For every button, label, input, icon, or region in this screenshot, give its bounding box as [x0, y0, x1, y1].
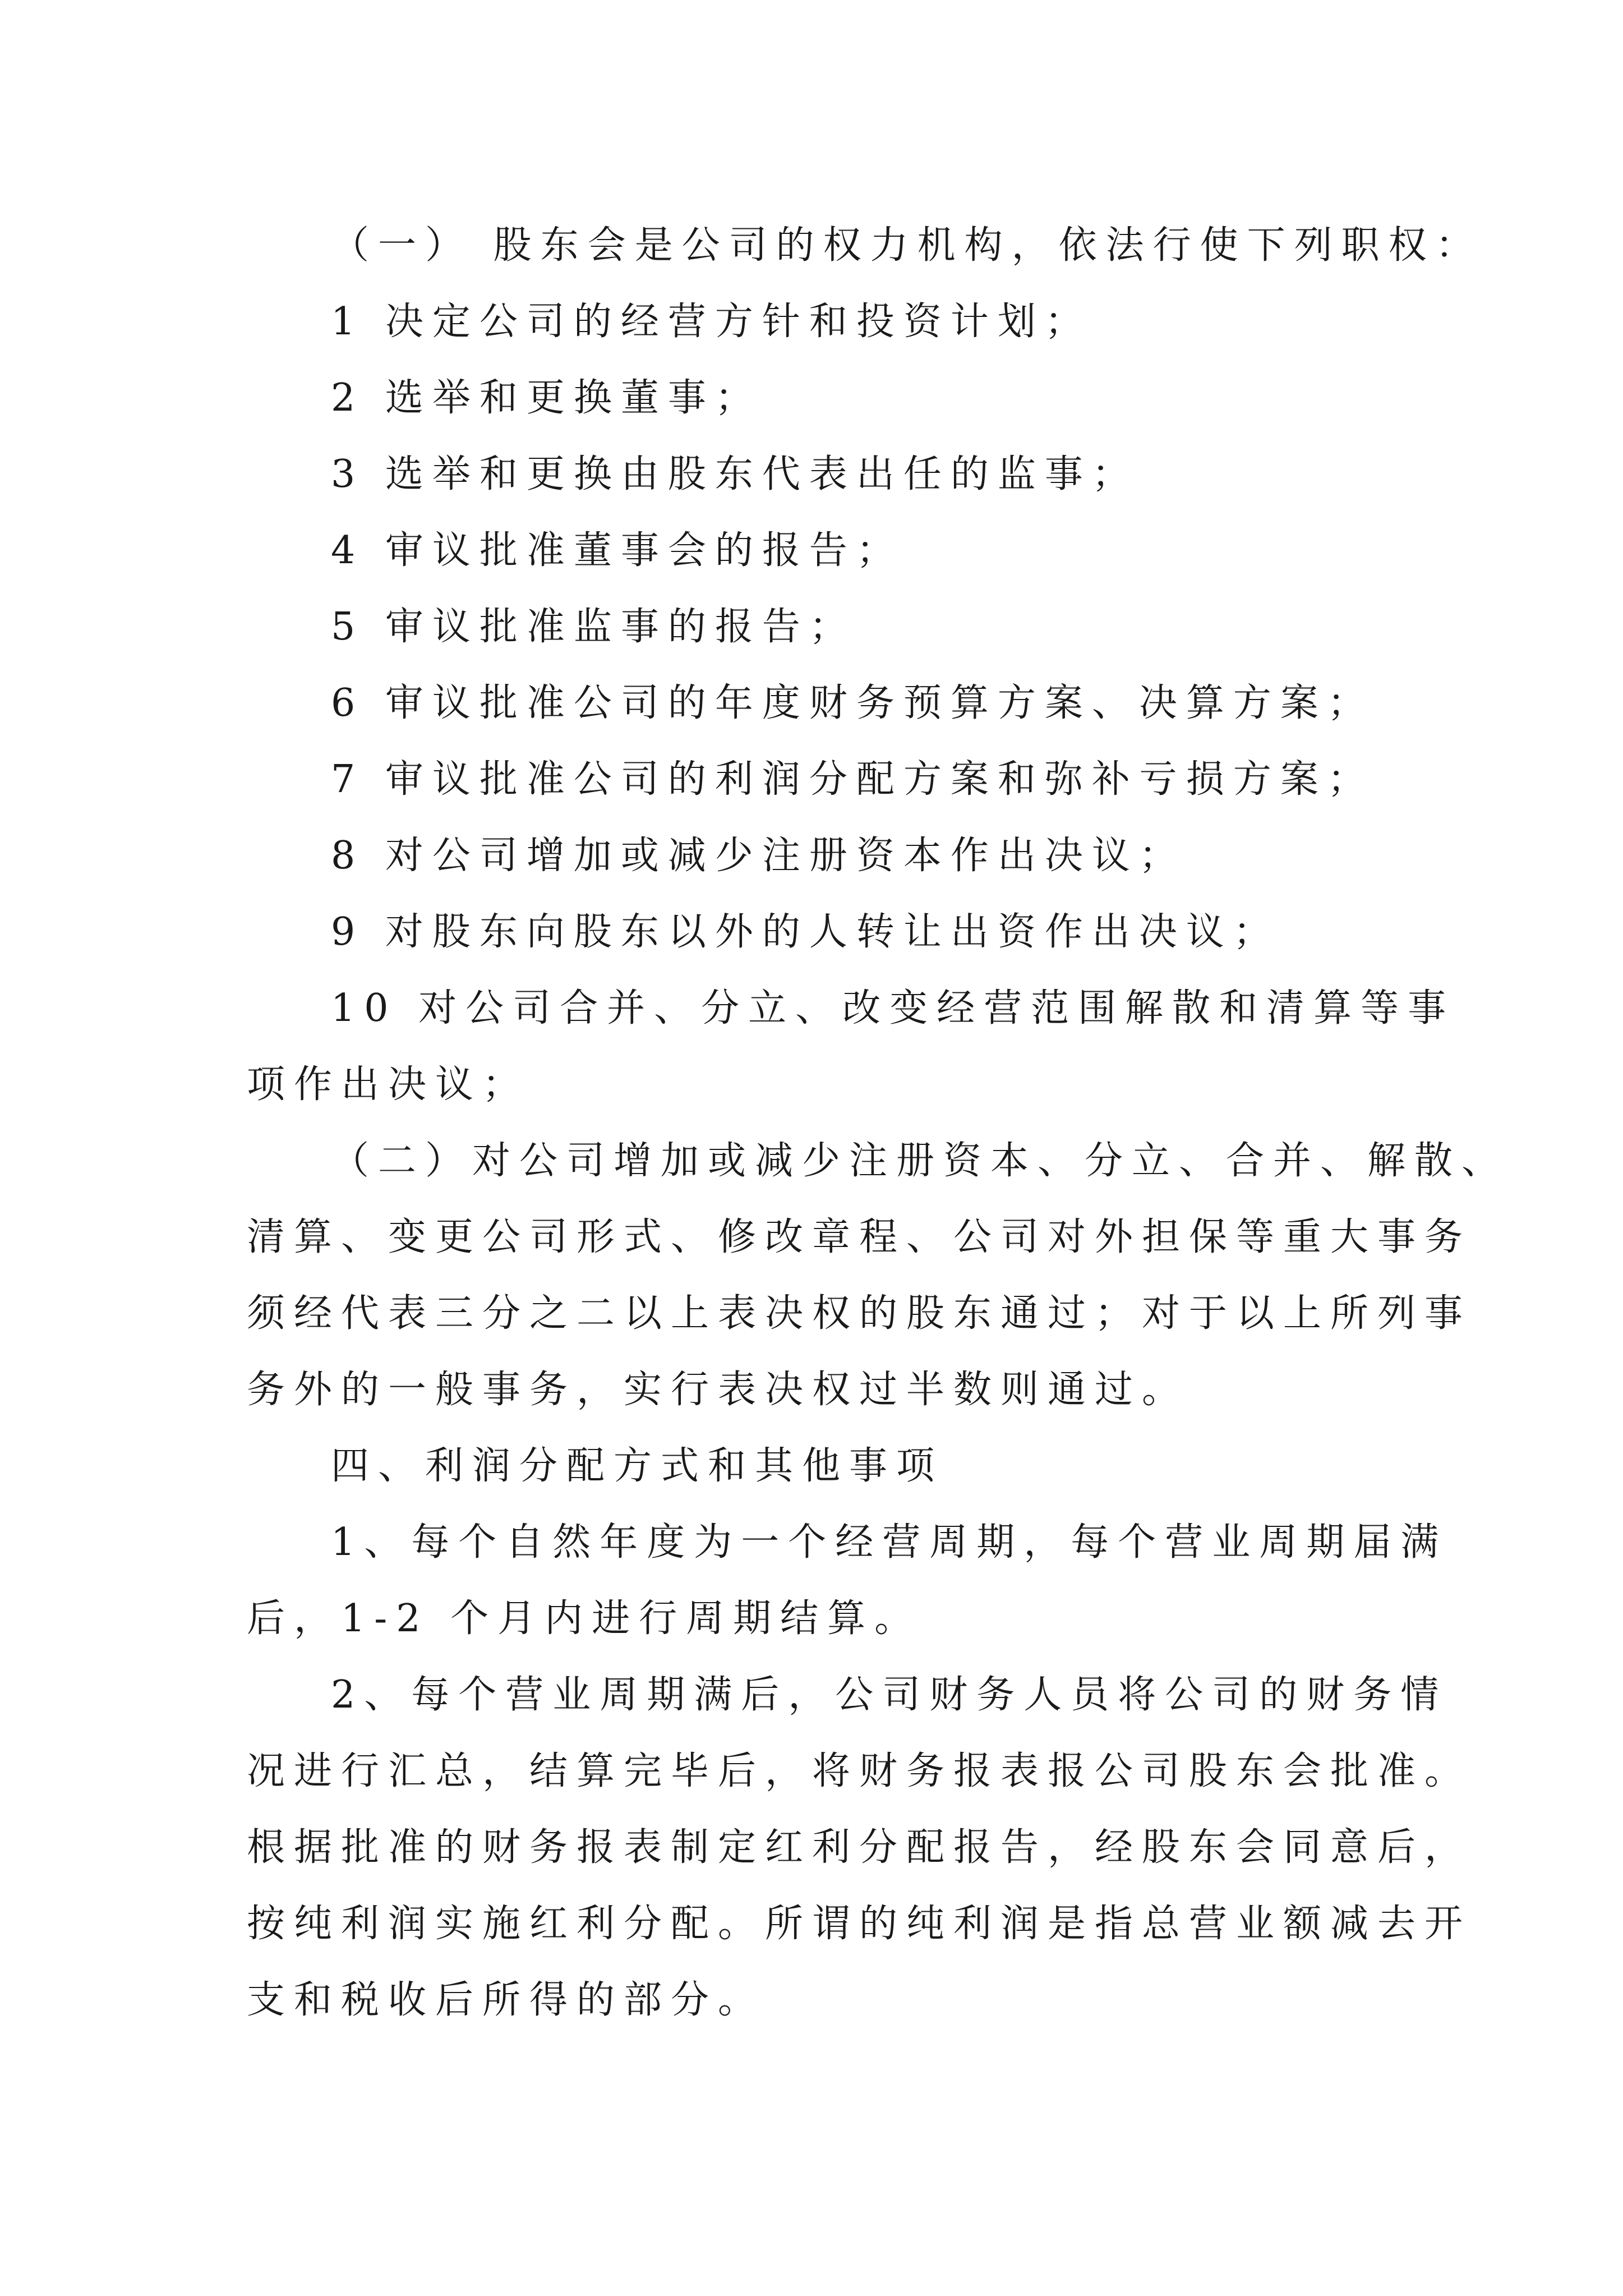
paragraph-line: 支和税收后所得的部分。 — [247, 1978, 766, 2022]
list-item: 9 对股东向股东以外的人转让出资作出决议； — [331, 910, 1280, 954]
list-item: 7 审议批准公司的利润分配方案和弥补亏损方案； — [331, 757, 1375, 802]
list-item: 1 决定公司的经营方针和投资计划； — [331, 300, 1092, 344]
paragraph-line: 况进行汇总，结算完毕后，将财务报表报公司股东会批准。 — [247, 1749, 1472, 1793]
paragraph-line: 按纯利润实施红利分配。所谓的纯利润是指总营业额减去开 — [247, 1902, 1472, 1946]
paragraph-line: （二）对公司增加或减少注册资本、分立、合并、解散、 — [331, 1139, 1509, 1183]
paragraph-line: 须经代表三分之二以上表决权的股东通过；对于以上所列事 — [247, 1291, 1472, 1336]
paragraph-line: 2、每个营业周期满后，公司财务人员将公司的财务情 — [331, 1673, 1448, 1717]
paragraph-line: 后，1-2 个月内进行周期结算。 — [247, 1596, 922, 1641]
list-item: 6 审议批准公司的年度财务预算方案、决算方案； — [331, 681, 1375, 725]
document-body — [247, 208, 1509, 2039]
paragraph-line: 务外的一般事务，实行表决权过半数则通过。 — [247, 1368, 1189, 1412]
list-item: 8 对公司增加或减少注册资本作出决议； — [331, 834, 1186, 878]
list-item: 10 对公司合并、分立、改变经营范围解散和清算等事 — [331, 986, 1455, 1030]
paragraph-line: 清算、变更公司形式、修改章程、公司对外担保等重大事务 — [247, 1215, 1472, 1259]
list-item: 5 审议批准监事的报告； — [331, 605, 856, 649]
section-heading: 四、利润分配方式和其他事项 — [331, 1444, 944, 1488]
list-item: 2 选举和更换董事； — [331, 376, 762, 420]
paragraph-line: 1、每个自然年度为一个经营周期，每个营业周期届满 — [331, 1520, 1448, 1565]
paragraph-line: 根据批准的财务报表制定红利分配报告，经股东会同意后， — [247, 1825, 1472, 1870]
list-item: 4 审议批准董事会的报告； — [331, 528, 903, 573]
list-item: 3 选举和更换由股东代表出任的监事； — [331, 452, 1139, 496]
list-item-continuation: 项作出决议； — [247, 1062, 530, 1107]
paragraph-line: （一） 股东会是公司的权力机构，依法行使下列职权： — [331, 223, 1483, 268]
